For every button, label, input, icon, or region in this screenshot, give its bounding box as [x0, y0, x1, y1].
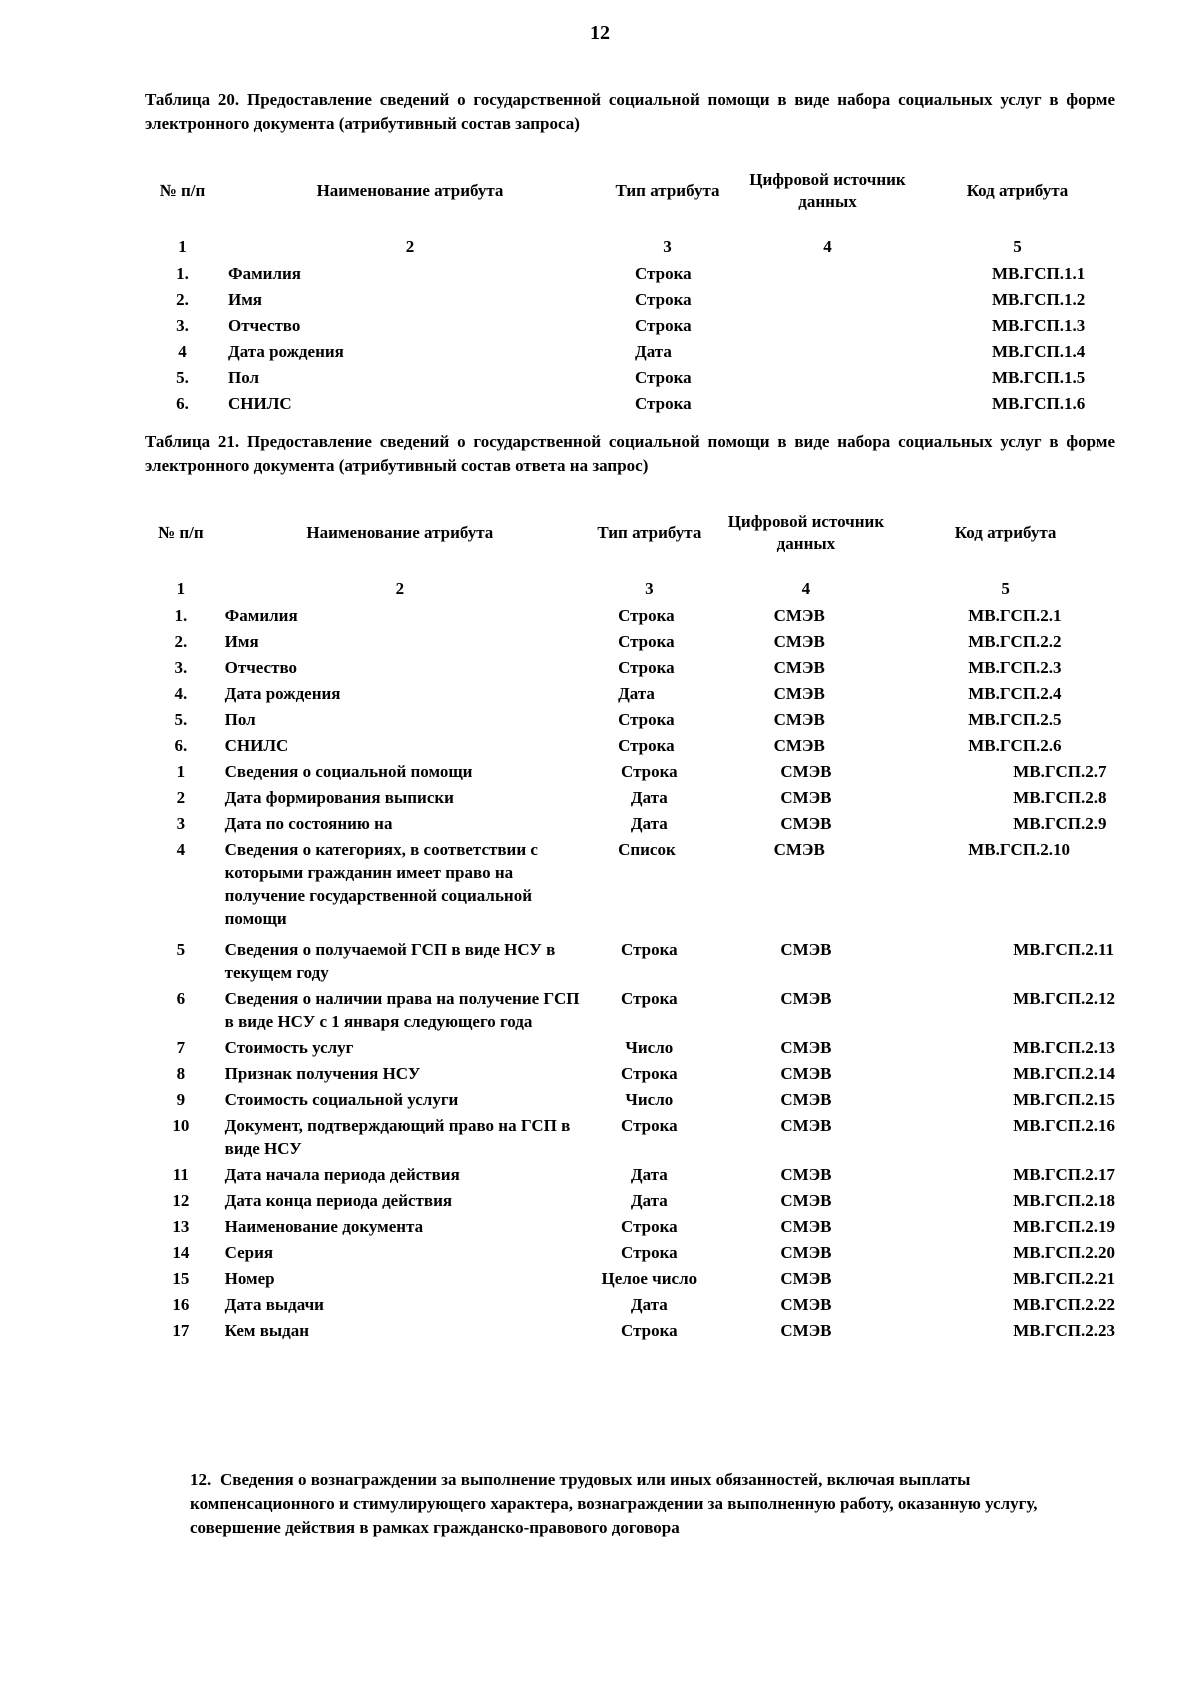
data-source: СМЭВ: [773, 684, 825, 703]
attribute-type: Число: [625, 1090, 674, 1109]
attribute-code: МВ.ГСП.2.3: [968, 658, 1062, 677]
table21-colnum: 3: [645, 579, 654, 598]
data-source: СМЭВ: [780, 1064, 832, 1083]
attribute-code: МВ.ГСП.2.14: [1013, 1064, 1115, 1083]
attribute-code: МВ.ГСП.2.1: [968, 606, 1062, 625]
attribute-name: Дата по состоянию на: [224, 814, 393, 833]
row-number: 6.: [176, 394, 189, 413]
attribute-name: Признак получения НСУ: [224, 1064, 421, 1083]
data-source: СМЭВ: [773, 658, 825, 677]
table-row: [145, 656, 1115, 682]
attribute-name: Отчество: [228, 316, 301, 335]
attribute-name: Дата выдачи: [224, 1295, 324, 1314]
data-source: СМЭВ: [780, 1116, 832, 1135]
attribute-code: МВ.ГСП.2.2: [968, 632, 1062, 651]
table-row: [145, 682, 1115, 708]
table-row: [145, 708, 1115, 734]
attribute-name: Имя: [224, 632, 259, 651]
attribute-name: Пол: [228, 368, 260, 387]
attribute-name: Стоимость услуг: [224, 1038, 354, 1057]
row-number: 16: [172, 1295, 190, 1314]
table20-body: [145, 262, 1115, 418]
attribute-name: Сведения о категориях, в соответствии с которыми гражданин имеет право на получение государственной социальной помощи: [224, 840, 538, 928]
data-source: СМЭВ: [780, 1269, 832, 1288]
data-source: СМЭВ: [780, 788, 832, 807]
row-number: 3.: [176, 316, 189, 335]
attribute-type: Строка: [618, 632, 675, 651]
table21-body: [145, 604, 1115, 1345]
table20-colnum: 3: [663, 237, 672, 256]
row-number: 10: [172, 1116, 190, 1135]
table20-header-num: № п/п: [159, 181, 206, 200]
data-source: [735, 314, 920, 340]
data-source: [735, 392, 920, 418]
attribute-type: Строка: [621, 1116, 678, 1135]
table20-header-source: Цифровой источник данных: [749, 170, 906, 211]
table-row: [145, 262, 1115, 288]
row-number: 4: [178, 342, 187, 361]
row-number: 7: [176, 1038, 186, 1057]
attribute-type: Строка: [635, 394, 692, 413]
table-row: [145, 340, 1115, 366]
table20-header-row: [145, 150, 1115, 232]
data-source: [735, 262, 920, 288]
table-row: [145, 314, 1115, 340]
attribute-type: Дата: [630, 788, 668, 807]
attribute-type: Число: [625, 1038, 674, 1057]
data-source: СМЭВ: [780, 940, 832, 959]
data-source: СМЭВ: [780, 1191, 832, 1210]
attribute-name: Документ, подтверждающий право на ГСП в виде НСУ: [224, 1116, 571, 1158]
section-12: [190, 1468, 1115, 1540]
row-number: 1.: [176, 264, 189, 283]
data-source: СМЭВ: [773, 632, 825, 651]
attribute-name: СНИЛС: [228, 394, 292, 413]
row-number: 2.: [176, 290, 189, 309]
table21: [145, 492, 1115, 1345]
attribute-name: Имя: [228, 290, 262, 309]
attribute-type: Список: [618, 840, 676, 859]
table20-caption: Таблица 20. Предоставление сведений о государственной социальной помощи в виде набора социальных услуг в форме электронного документа (атрибутивный состав запроса): [145, 90, 1115, 133]
table21-header-name: Наименование атрибута: [306, 523, 494, 542]
attribute-name: Серия: [224, 1243, 274, 1262]
attribute-code: МВ.ГСП.2.13: [1013, 1038, 1115, 1057]
attribute-type: Строка: [618, 658, 675, 677]
attribute-name: Кем выдан: [224, 1321, 310, 1340]
table-row: [145, 630, 1115, 656]
attribute-code: МВ.ГСП.2.12: [1013, 989, 1115, 1008]
page-number: 12: [590, 22, 610, 44]
table20: [145, 150, 1115, 418]
attribute-code: МВ.ГСП.2.4: [968, 684, 1062, 703]
table20-column-numbers: [145, 232, 1115, 262]
attribute-type: Строка: [618, 606, 675, 625]
attribute-name: Стоимость социальной услуги: [224, 1090, 459, 1109]
attribute-code: МВ.ГСП.2.20: [1013, 1243, 1115, 1262]
data-source: СМЭВ: [780, 1321, 832, 1340]
data-source: СМЭВ: [773, 710, 825, 729]
attribute-type: Строка: [635, 264, 692, 283]
attribute-type: Дата: [635, 342, 672, 361]
attribute-name: Наименование документа: [224, 1217, 424, 1236]
data-source: СМЭВ: [780, 1243, 832, 1262]
attribute-code: МВ.ГСП.2.8: [1013, 788, 1107, 807]
row-number: 13: [172, 1217, 190, 1236]
attribute-code: МВ.ГСП.2.16: [1013, 1116, 1115, 1135]
attribute-code: МВ.ГСП.2.22: [1013, 1295, 1115, 1314]
attribute-type: Дата: [618, 684, 655, 703]
attribute-name: Дата конца периода действия: [224, 1191, 453, 1210]
table-row: [145, 1215, 1115, 1241]
section-number: 12.: [190, 1470, 212, 1489]
data-source: СМЭВ: [780, 1038, 832, 1057]
attribute-type: Дата: [630, 1295, 668, 1314]
attribute-name: Пол: [224, 710, 256, 729]
table-row: [145, 392, 1115, 418]
table21-colnum: 4: [801, 579, 811, 598]
attribute-name: Дата формирования выписки: [224, 788, 454, 807]
attribute-name: Дата начала периода действия: [224, 1165, 460, 1184]
attribute-code: МВ.ГСП.1.2: [992, 290, 1086, 309]
attribute-code: МВ.ГСП.2.5: [968, 710, 1062, 729]
table21-header-code: Код атрибута: [954, 523, 1057, 542]
data-source: СМЭВ: [780, 762, 832, 781]
attribute-type: Строка: [621, 989, 678, 1008]
table21-column-numbers: [145, 574, 1115, 604]
row-number: 17: [172, 1321, 190, 1340]
table-row: [145, 760, 1115, 786]
attribute-code: МВ.ГСП.1.3: [992, 316, 1086, 335]
row-number: 12: [172, 1191, 190, 1210]
attribute-code: МВ.ГСП.1.4: [992, 342, 1086, 361]
attribute-type: Строка: [618, 736, 675, 755]
data-source: СМЭВ: [780, 1217, 832, 1236]
table-row: [145, 288, 1115, 314]
attribute-type: Дата: [630, 1165, 668, 1184]
table20-colnum: 1: [178, 237, 187, 256]
attribute-name: Сведения о наличии права на получение ГСП в виде НСУ с 1 января следующего года: [224, 989, 580, 1031]
table-row: [145, 812, 1115, 838]
data-source: [735, 366, 920, 392]
attribute-name: Номер: [224, 1269, 275, 1288]
attribute-type: Целое число: [601, 1269, 698, 1288]
table-row: [145, 604, 1115, 630]
data-source: [735, 340, 920, 366]
data-source: [735, 288, 920, 314]
table-row: [145, 1189, 1115, 1215]
row-number: 15: [172, 1269, 190, 1288]
attribute-code: МВ.ГСП.1.6: [992, 394, 1086, 413]
table21-header-source: Цифровой источник данных: [727, 512, 885, 553]
row-number: 5.: [176, 368, 189, 387]
attribute-name: Фамилия: [224, 606, 298, 625]
attribute-type: Строка: [635, 316, 692, 335]
table20-colnum: 5: [1013, 237, 1022, 256]
row-number: 5.: [174, 710, 188, 729]
section-text: Сведения о вознаграждении за выполнение трудовых или иных обязанностей, включая выплаты компенсационного и стимулирующего характера, вознаграждении за выполненную работу, оказанную услугу, совершение действия в рамках гражданско-правового договора: [190, 1470, 1038, 1537]
attribute-name: Отчество: [224, 658, 298, 677]
table21-header-row: [145, 492, 1115, 574]
table21-header-type: Тип атрибута: [597, 523, 702, 542]
table20-colnum: 4: [823, 237, 832, 256]
table21-header-num: № п/п: [157, 523, 204, 542]
data-source: СМЭВ: [780, 814, 832, 833]
table-row: [145, 1163, 1115, 1189]
table-row: [145, 734, 1115, 760]
attribute-name: Фамилия: [228, 264, 302, 283]
table-row: [145, 838, 1115, 938]
table21-colnum: 5: [1001, 579, 1010, 598]
data-source: СМЭВ: [780, 1090, 832, 1109]
row-number: 3.: [174, 658, 188, 677]
row-number: 2: [176, 788, 186, 807]
attribute-name: Сведения о получаемой ГСП в виде НСУ в текущем году: [224, 940, 556, 982]
attribute-code: МВ.ГСП.2.6: [968, 736, 1062, 755]
data-source: СМЭВ: [773, 736, 825, 755]
row-number: 4.: [174, 684, 188, 703]
table20-header-code: Код атрибута: [966, 181, 1069, 200]
table-row: [145, 366, 1115, 392]
row-number: 6: [176, 989, 186, 1008]
table-row: [145, 1241, 1115, 1267]
attribute-code: МВ.ГСП.2.7: [1013, 762, 1107, 781]
table-row: [145, 786, 1115, 812]
attribute-type: Строка: [618, 710, 675, 729]
attribute-type: Строка: [635, 368, 692, 387]
attribute-type: Строка: [621, 1064, 678, 1083]
table-row: [145, 1114, 1115, 1163]
row-number: 6.: [174, 736, 188, 755]
attribute-name: Дата рождения: [224, 684, 341, 703]
attribute-code: МВ.ГСП.2.23: [1013, 1321, 1115, 1340]
table-row: [145, 1088, 1115, 1114]
table-row: [145, 1036, 1115, 1062]
table20-header-name: Наименование атрибута: [316, 181, 504, 200]
attribute-name: Дата рождения: [228, 342, 344, 361]
table21-colnum: 1: [176, 579, 186, 598]
attribute-code: МВ.ГСП.2.15: [1013, 1090, 1115, 1109]
attribute-type: Строка: [635, 290, 692, 309]
row-number: 14: [172, 1243, 190, 1262]
row-number: 2.: [174, 632, 188, 651]
table20-header-type: Тип атрибута: [615, 181, 720, 200]
attribute-code: МВ.ГСП.2.11: [1013, 940, 1115, 959]
data-source: СМЭВ: [780, 989, 832, 1008]
table-row: [145, 1267, 1115, 1293]
attribute-code: МВ.ГСП.1.5: [992, 368, 1086, 387]
attribute-code: МВ.ГСП.2.10: [968, 840, 1070, 859]
attribute-code: МВ.ГСП.2.18: [1013, 1191, 1115, 1210]
table-row: [145, 1062, 1115, 1088]
table-row: [145, 938, 1115, 987]
row-number: 1.: [174, 606, 188, 625]
attribute-type: Дата: [630, 814, 668, 833]
attribute-type: Строка: [621, 1321, 678, 1340]
table-row: [145, 1319, 1115, 1345]
data-source: СМЭВ: [773, 606, 825, 625]
row-number: 11: [172, 1165, 189, 1184]
attribute-type: Строка: [621, 1217, 678, 1236]
table-row: [145, 1293, 1115, 1319]
attribute-code: МВ.ГСП.2.21: [1013, 1269, 1115, 1288]
table21-caption: Таблица 21. Предоставление сведений о государственной социальной помощи в виде набора социальных услуг в форме электронного документа (атрибутивный состав ответа на запрос): [145, 432, 1115, 475]
attribute-name: Сведения о социальной помощи: [224, 762, 473, 781]
data-source: СМЭВ: [780, 1295, 832, 1314]
attribute-type: Строка: [621, 940, 678, 959]
attribute-code: МВ.ГСП.2.19: [1013, 1217, 1115, 1236]
data-source: СМЭВ: [773, 840, 825, 859]
row-number: 5: [176, 940, 186, 959]
row-number: 4: [176, 840, 186, 859]
row-number: 3: [176, 814, 186, 833]
table21-colnum: 2: [395, 579, 405, 598]
attribute-name: СНИЛС: [224, 736, 289, 755]
attribute-code: МВ.ГСП.2.17: [1013, 1165, 1115, 1184]
attribute-type: Строка: [621, 762, 678, 781]
row-number: 1: [176, 762, 186, 781]
data-source: СМЭВ: [780, 1165, 832, 1184]
table20-colnum: 2: [405, 237, 415, 256]
attribute-type: Строка: [621, 1243, 678, 1262]
row-number: 9: [176, 1090, 186, 1109]
attribute-code: МВ.ГСП.2.9: [1013, 814, 1107, 833]
attribute-code: МВ.ГСП.1.1: [992, 264, 1086, 283]
attribute-type: Дата: [630, 1191, 668, 1210]
row-number: 8: [176, 1064, 186, 1083]
table-row: [145, 987, 1115, 1036]
